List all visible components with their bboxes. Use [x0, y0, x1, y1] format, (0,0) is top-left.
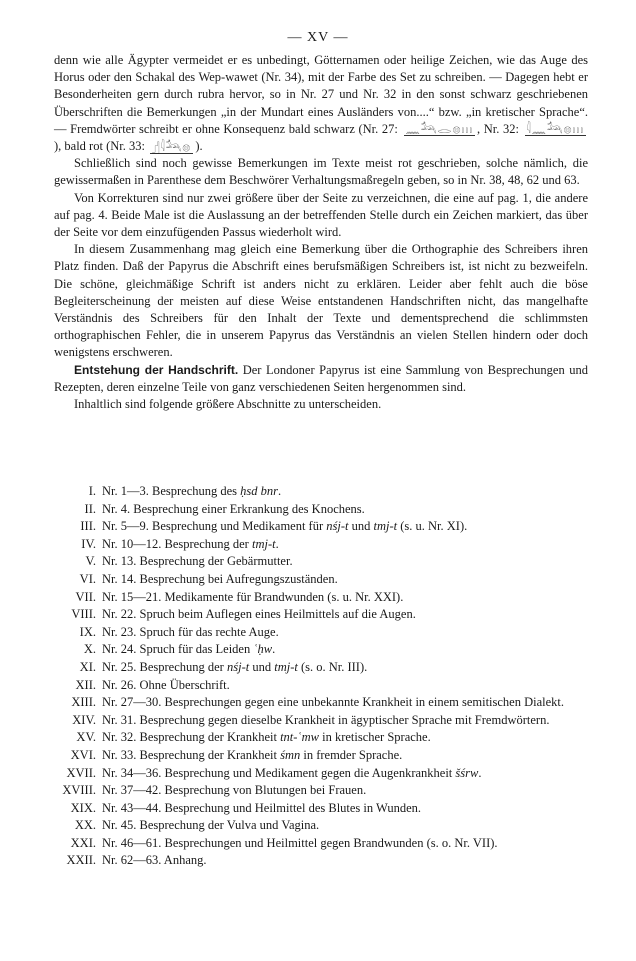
list-item-segment: Nr. 5—9. Besprechung und Medikament für [102, 519, 327, 534]
list-item [54, 677, 588, 695]
list-item-segment: Nr. 13. Besprechung der Gebärmutter. [102, 554, 293, 569]
list-item-segment: Nr. 43—44. Besprechung und Heilmittel des Blutes in Wunden. [102, 800, 422, 815]
list-item-text [102, 782, 588, 800]
list-item-number: IV. [81, 536, 96, 551]
transliteration: nśj-t [326, 519, 349, 534]
list-item [54, 606, 588, 624]
list-item-segment: . [272, 642, 276, 657]
hieroglyph-group-1: 𓈖𓃢𓂋𓊖𓏥 [405, 122, 473, 137]
list-item-segment: Nr. 34—36. Besprechung und Medikament gegen die Augenkrankheit [102, 765, 456, 780]
list-item [54, 641, 588, 659]
list-item-number: VIII. [71, 607, 96, 622]
list-item-number: VII. [75, 589, 96, 604]
sections-list [54, 483, 588, 870]
list-item-text [102, 747, 588, 765]
transliteration: tmj-t [251, 536, 276, 551]
list-item-segment: in fremder Sprache. [300, 747, 403, 762]
list-item-segment: Nr. 33. Besprechung der Krankheit [102, 747, 281, 762]
list-item [54, 659, 588, 677]
list-item-segment: Nr. 14. Besprechung bei Aufregungszuständen. [102, 571, 338, 586]
paragraph-1 [54, 52, 588, 155]
list-item-text [102, 553, 588, 571]
list-item-segment: Nr. 37—42. Besprechung von Blutungen bei Frauen. [102, 783, 367, 798]
list-item-segment: (s. u. Nr. XI). [397, 519, 468, 534]
list-item-number: XIX. [70, 800, 96, 815]
body-text [54, 52, 588, 413]
list-item-segment: Nr. 32. Besprechung der Krankheit [102, 730, 281, 745]
list-item-segment: Nr. 27—30. Besprechungen gegen eine unbekannte Krankheit in einem semitischen Dialekt. [102, 695, 565, 710]
transliteration: śmn [280, 747, 301, 762]
list-item-text [102, 641, 588, 659]
list-item-text [102, 694, 588, 712]
list-item-segment: Nr. 46—61. Besprechungen und Heilmittel gegen Brandwunden (s. o. Nr. VII). [102, 835, 498, 850]
list-item-text [102, 729, 588, 747]
transliteration: tnt-ʿmw [280, 730, 319, 745]
paragraph-5 [54, 362, 588, 396]
list-item-text [102, 518, 588, 536]
list-item [54, 800, 588, 818]
transliteration: tmj-t [274, 659, 298, 674]
paragraph-4: In diesem Zusammenhang mag gleich eine Bemerkung über die Orthographie des Schreibers ihren Platz finden. Daß der Papyrus die Abschrift eines berufsmäßigen Schreibers ist, ist nicht zu bezweifeln. Die schöne, gleichmäßige Schrift ist anders nicht zu erklären. Leider aber fehlt auch die böse Begleiterscheinung der meisten auf diese Weise entstandenen Handschriften nicht, das mangelhafte Verständnis des Schreibers für den Inhalt der Texte und dementsprechend die schlimmsten orthographischen Fehler, die in unserem Papyrus das Verständnis an vielen Stellen hindern oder doch wenigstens erschweren. [54, 242, 588, 360]
list-item-number: XX. [74, 818, 96, 833]
list-item [54, 817, 588, 835]
list-item-segment: Nr. 25. Besprechung der [102, 659, 227, 674]
list-item [54, 571, 588, 589]
list-item-text [102, 571, 588, 589]
list-item-segment: . [275, 536, 279, 551]
list-item-segment: Nr. 62—63. Anhang. [102, 853, 207, 868]
list-item [54, 765, 588, 783]
list-item-segment: Nr. 26. Ohne Überschrift. [102, 677, 230, 692]
list-item-segment: . [478, 765, 482, 780]
paragraph-1-text-c: ), bald rot (Nr. 33: [54, 139, 145, 154]
list-item-segment: Nr. 10—12. Besprechung der [102, 536, 252, 551]
list-item-segment: (s. o. Nr. III). [297, 659, 368, 674]
section-heading: Entstehung der Handschrift. [74, 362, 239, 377]
list-item [54, 536, 588, 554]
list-item-text [102, 624, 588, 642]
list-item-number: IX. [79, 624, 96, 639]
list-item-number: II. [84, 501, 96, 516]
list-item-text [102, 712, 588, 730]
list-item-segment: Nr. 31. Besprechung gegen dieselbe Krankheit in ägyptischer Sprache mit Fremdwörtern. [102, 712, 550, 727]
list-item-number: XI. [79, 659, 96, 674]
list-item [54, 729, 588, 747]
list-item-segment: . [278, 484, 282, 498]
list-item-segment: Nr. 1—3. Besprechung des [102, 484, 241, 498]
list-item-number: XV. [76, 730, 96, 745]
list-item [54, 501, 588, 519]
list-item-number: V. [85, 554, 96, 569]
list-item [54, 782, 588, 800]
list-item-text [102, 536, 588, 554]
paragraph-5-text: Der Londoner Papyrus ist eine Sammlung von Besprechungen und Rezepten, deren einzelne Teile von ganz verschiedenen Seiten hergenommen sind. [54, 362, 589, 394]
list-item-segment: in kretischer Sprache. [318, 730, 431, 745]
list-item [54, 852, 588, 870]
list-item-text [102, 677, 588, 695]
list-item-text [102, 800, 588, 818]
list-item-text [102, 589, 588, 607]
list-item-number: XXI. [70, 835, 96, 850]
hieroglyph-group-2: 𓇋𓈖𓃢𓊖𓏥 [526, 122, 585, 137]
list-item-segment: Nr. 45. Besprechung der Vulva und Vagina. [102, 818, 320, 833]
list-item [54, 694, 588, 712]
list-item [54, 553, 588, 571]
transliteration: tmj-t [373, 519, 398, 534]
transliteration: ʿḥw [253, 642, 273, 657]
list-item-segment: Nr. 4. Besprechung einer Erkrankung des Knochens. [102, 501, 365, 516]
list-item-segment: Nr. 15—21. Medikamente für Brandwunden (s. u. Nr. XXI). [102, 589, 404, 604]
list-item-text [102, 835, 588, 853]
list-item-text [102, 483, 588, 501]
list-item [54, 589, 588, 607]
list-item-number: I. [88, 484, 96, 498]
list-item-text [102, 765, 588, 783]
paragraph-3: Von Korrekturen sind nur zwei größere über der Seite zu verzeichnen, die eine auf pag. 1, die andere auf pag. 4. Beide Male ist die Auslassung an der betreffenden Stelle durch ein Zeichen markiert, das über der Seite vor dem einzufügenden Passus wiederholt wird. [54, 190, 588, 240]
list-item [54, 518, 588, 536]
list-item-number: XVIII. [62, 783, 96, 798]
transliteration: ḥsd bnr [240, 484, 279, 498]
list-item [54, 835, 588, 853]
list-item-segment: und [249, 659, 275, 674]
list-item-number: XIV. [72, 712, 96, 727]
list-item-segment: Nr. 22. Spruch beim Auflegen eines Heilmittels auf die Augen. [102, 607, 416, 622]
list-item [54, 624, 588, 642]
paragraph-1-text-a: denn wie alle Ägypter vermeidet er es unbedingt, Götternamen oder heilige Zeichen, wie das Auge des Horus oder den Schakal des Wep-wawet (Nr. 34), mit der Farbe des Set zu schreiben. — Dagegen hebt er Besonderheiten gern durch rubra hervor, so in Nr. 27 und Nr. 32 in den sonst schwarz geschriebenen Überschriften die Bemerkungen „in der Mundart eines Ausländers von....“ bzw. „in kretischer Sprache“. — Fremdwörter schreibt er ohne Konsequenz bald schwarz (Nr. 27: [54, 53, 588, 136]
list-item-number: XVII. [66, 765, 96, 780]
list-item-text [102, 852, 588, 870]
list-item-number: VI. [79, 571, 96, 586]
list-item [54, 747, 588, 765]
list-item-segment: Nr. 24. Spruch für das Leiden [102, 642, 254, 657]
list-item-number: X. [83, 642, 96, 657]
paragraph-1-text-d: ). [195, 139, 203, 154]
list-item-segment: Nr. 23. Spruch für das rechte Auge. [102, 624, 279, 639]
list-item-text [102, 659, 588, 677]
list-item-text [102, 817, 588, 835]
list-item-number: XII. [75, 677, 96, 692]
list-item-number: XVI. [70, 747, 96, 762]
transliteration: nśj-t [226, 659, 250, 674]
list-item-number: III. [80, 519, 96, 534]
list-item-text [102, 501, 588, 519]
list-item-text [102, 606, 588, 624]
transliteration: šśrw [455, 765, 479, 780]
list-item-number: XIII. [71, 695, 96, 710]
list-item-segment: und [348, 519, 374, 534]
list-item [54, 712, 588, 730]
list-item [54, 483, 588, 501]
paragraph-6: Inhaltlich sind folgende größere Abschnitte zu unterscheiden. [74, 397, 382, 412]
paragraph-2: Schließlich sind noch gewisse Bemerkungen im Texte meist rot geschrieben, solche nämlich, die gewissermaßen in Parenthese dem Beschwörer Verhaltungsmaßregeln geben, so in Nr. 38, 48, 62 und 63. [54, 156, 588, 188]
hieroglyph-group-3: 𓊨𓇋𓃢𓊖 [152, 139, 192, 154]
page-number: — XV — [287, 30, 349, 45]
paragraph-1-text-b: , Nr. 32: [476, 121, 519, 136]
list-item-number: XXII. [66, 853, 96, 868]
